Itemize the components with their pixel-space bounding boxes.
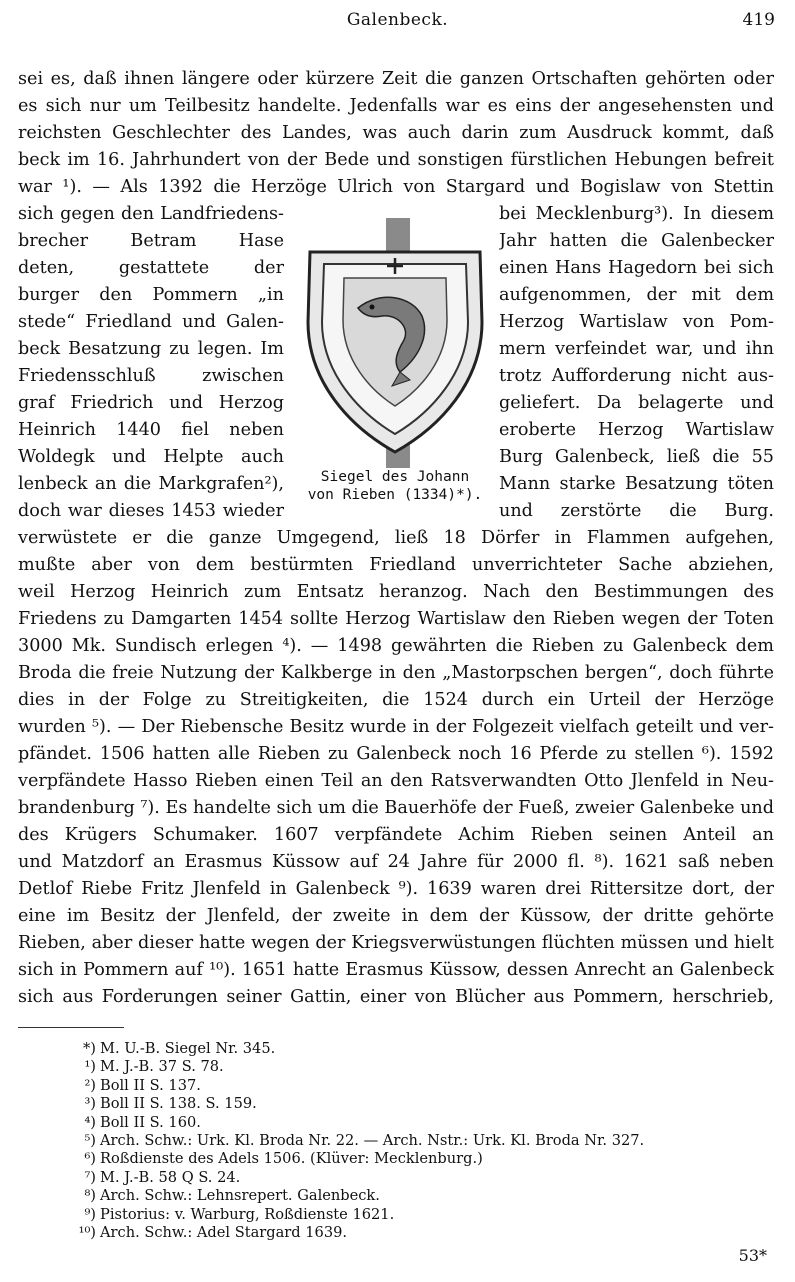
footnote-mark: ⁷) — [84, 1168, 96, 1186]
text-line: Broda die freie Nutzung der Kalkberge in den „Mastorpschen bergen“, doch führte — [18, 663, 774, 683]
caption-line: von Rieben (1334)*). — [307, 487, 483, 503]
footnote — [60, 1150, 760, 1168]
left-column-line: lenbeck an die Markgrafen²), — [18, 474, 284, 494]
left-column-line: Woldegk und Helpte auch — [18, 447, 284, 467]
right-column-line: eroberte Herzog Wartislaw — [499, 420, 774, 440]
text-line: beck im 16. Jahrhundert von der Bede und sonstigen fürstlichen Hebungen befreit — [18, 150, 774, 170]
left-column-line: doch war dieses 1453 wieder — [18, 501, 284, 521]
seal-illustration — [300, 212, 490, 512]
right-column-line: Jahr hatten die Galenbecker — [499, 231, 774, 251]
footnote-text: M. J.-B. 58 Q S. 24. — [100, 1168, 241, 1186]
footnote-mark: ⁸) — [84, 1187, 96, 1205]
left-column-line: deten, gestattete der — [18, 258, 284, 278]
footnote-text: Arch. Schw.: Adel Stargard 1639. — [100, 1224, 348, 1242]
text-line: sich aus Forderungen seiner Gattin, einer von Blücher aus Pommern, herschrieb, — [18, 987, 774, 1007]
footnote-mark: ³) — [84, 1095, 96, 1113]
text-line: 3000 Mk. Sundisch erlegen ⁴). — 1498 gewährten die Rieben zu Galenbeck dem — [18, 636, 774, 656]
footnote-text: M. J.-B. 37 S. 78. — [100, 1058, 224, 1076]
text-line: Friedens zu Damgarten 1454 sollte Herzog Wartislaw den Rieben wegen der Toten — [18, 609, 774, 629]
left-column-line: Friedensschluß zwischen — [18, 366, 284, 386]
footnote — [60, 1077, 760, 1095]
right-column-line: mern verfeindet war, und ihn — [499, 339, 774, 359]
text-line: sich in Pommern auf ¹⁰). 1651 hatte Erasmus Küssow, dessen Anrecht an Galenbeck — [18, 960, 774, 980]
text-line: war ¹). — Als 1392 die Herzöge Ulrich von Stargard und Bogislaw von Stettin — [18, 177, 774, 197]
left-column-line: beck Besatzung zu legen. Im — [18, 339, 284, 359]
right-column-line: bei Mecklenburg³). In diesem — [499, 204, 774, 224]
text-line: wurden ⁵). — Der Riebensche Besitz wurde in der Folgezeit vielfach geteilt und ver- — [18, 717, 774, 737]
footnote — [60, 1132, 760, 1150]
footnote-text: Arch. Schw.: Urk. Kl. Broda Nr. 22. — Arch. Nstr.: Urk. Kl. Broda Nr. 327. — [100, 1132, 645, 1150]
right-column-line: Burg Galenbeck, ließ die 55 — [499, 447, 774, 467]
footnote — [60, 1206, 760, 1224]
left-column-line: Heinrich 1440 fiel neben — [18, 420, 284, 440]
left-column-line: sich gegen den Landfriedens- — [18, 204, 284, 224]
text-line: eine im Besitz der Jlenfeld, der zweite in dem der Küssow, der dritte gehörte — [18, 906, 774, 926]
footnote-mark: *) — [83, 1040, 96, 1057]
footnote-text: Boll II S. 160. — [100, 1113, 201, 1131]
caption-line: Siegel des Johann — [320, 469, 470, 485]
footnote-mark: ⁴) — [84, 1113, 96, 1131]
footnote — [60, 1114, 760, 1132]
text-line: des Krügers Schumaker. 1607 verpfändete Achim Rieben seinen Anteil an — [18, 825, 774, 845]
left-column-line: brecher Betram Hase — [18, 231, 284, 251]
footnote — [60, 1187, 760, 1205]
footnote-text: Roßdienste des Adels 1506. (Klüver: Mecklenburg.) — [100, 1150, 483, 1168]
right-column-line: Herzog Wartislaw von Pom- — [499, 312, 774, 332]
footnote-text: M. U.-B. Siegel Nr. 345. — [100, 1040, 276, 1057]
footnote — [60, 1040, 760, 1058]
footnote-text: Pistorius: v. Warburg, Roßdienste 1621. — [100, 1205, 395, 1223]
right-column-line: Mann starke Besatzung töten — [499, 474, 774, 494]
right-column-line: einen Hans Hagedorn bei sich — [499, 258, 774, 278]
figure-caption — [300, 468, 490, 504]
footnote-text: Boll II S. 137. — [100, 1076, 201, 1094]
text-line: sei es, daß ihnen längere oder kürzere Zeit die ganzen Ortschaften gehörten oder — [18, 69, 774, 89]
text-line: weil Herzog Heinrich zum Entsatz heranzog. Nach den Bestimmungen des — [18, 582, 774, 602]
text-line: verpfändete Hasso Rieben einen Teil an den Ratsverwandten Otto Jlenfeld in Neu- — [18, 771, 774, 791]
footnote — [60, 1169, 760, 1187]
text-line: es sich nur um Teilbesitz handelte. Jedenfalls war es eins der angesehensten und — [18, 96, 774, 116]
footnote-mark: ²) — [84, 1076, 96, 1094]
footnote — [60, 1095, 760, 1113]
left-column-line: stede“ Friedland und Galen- — [18, 312, 284, 332]
footnote-divider — [18, 1027, 124, 1028]
text-line: verwüstete er die ganze Umgegend, ließ 18 Dörfer in Flammen aufgehen, — [18, 528, 774, 548]
right-column-line: trotz Aufforderung nicht aus- — [499, 366, 774, 386]
footnote — [60, 1224, 760, 1242]
footnote-mark: ⁵) — [84, 1132, 96, 1150]
left-column-line: graf Friedrich und Herzog — [18, 393, 284, 413]
footnotes — [60, 1040, 760, 1242]
footnote-mark: ⁹) — [84, 1205, 96, 1223]
footnote-mark: ¹) — [84, 1058, 96, 1076]
footnote-text: Arch. Schw.: Lehnsrepert. Galenbeck. — [100, 1187, 380, 1205]
text-line: brandenburg ⁷). Es handelte sich um die Bauerhöfe der Fueß, zweier Galenbeke und — [18, 798, 774, 818]
text-line: reichsten Geschlechter des Landes, was auch darin zum Ausdruck kommt, daß — [18, 123, 774, 143]
text-line: Rieben, aber dieser hatte wegen der Kriegsverwüstungen flüchten müssen und hielt — [18, 933, 774, 953]
page-number: 419 — [742, 10, 775, 30]
text-line: und Matzdorf an Erasmus Küssow auf 24 Jahre für 2000 fl. ⁸). 1621 saß neben — [18, 852, 774, 872]
text-line: dies in der Folge zu Streitigkeiten, die 1524 durch ein Urteil der Herzöge — [18, 690, 774, 710]
footnote-mark: ⁶) — [84, 1150, 96, 1168]
footnote — [60, 1058, 760, 1076]
right-column-line: geliefert. Da belagerte und — [499, 393, 774, 413]
right-column-line: und zerstörte die Burg. — [499, 501, 774, 521]
right-column-line: aufgenommen, der mit dem — [499, 285, 774, 305]
text-line: pfändet. 1506 hatten alle Rieben zu Galenbeck noch 16 Pferde zu stellen ⁶). 1592 — [18, 744, 774, 764]
page-title: Galenbeck. — [346, 10, 449, 30]
text-line: mußte aber von dem bestürmten Friedland unverrichteter Sache abziehen, — [18, 555, 774, 575]
left-column-line: burger den Pommern „in — [18, 285, 284, 305]
signature-mark: 53* — [738, 1246, 767, 1265]
footnote-text: Boll II S. 138. S. 159. — [100, 1095, 257, 1113]
running-head — [0, 10, 795, 36]
footnote-mark: ¹⁰) — [78, 1224, 96, 1242]
text-line: Detlof Riebe Fritz Jlenfeld in Galenbeck ⁹). 1639 waren drei Rittersitze dort, der — [18, 879, 774, 899]
main-text — [18, 66, 774, 1011]
